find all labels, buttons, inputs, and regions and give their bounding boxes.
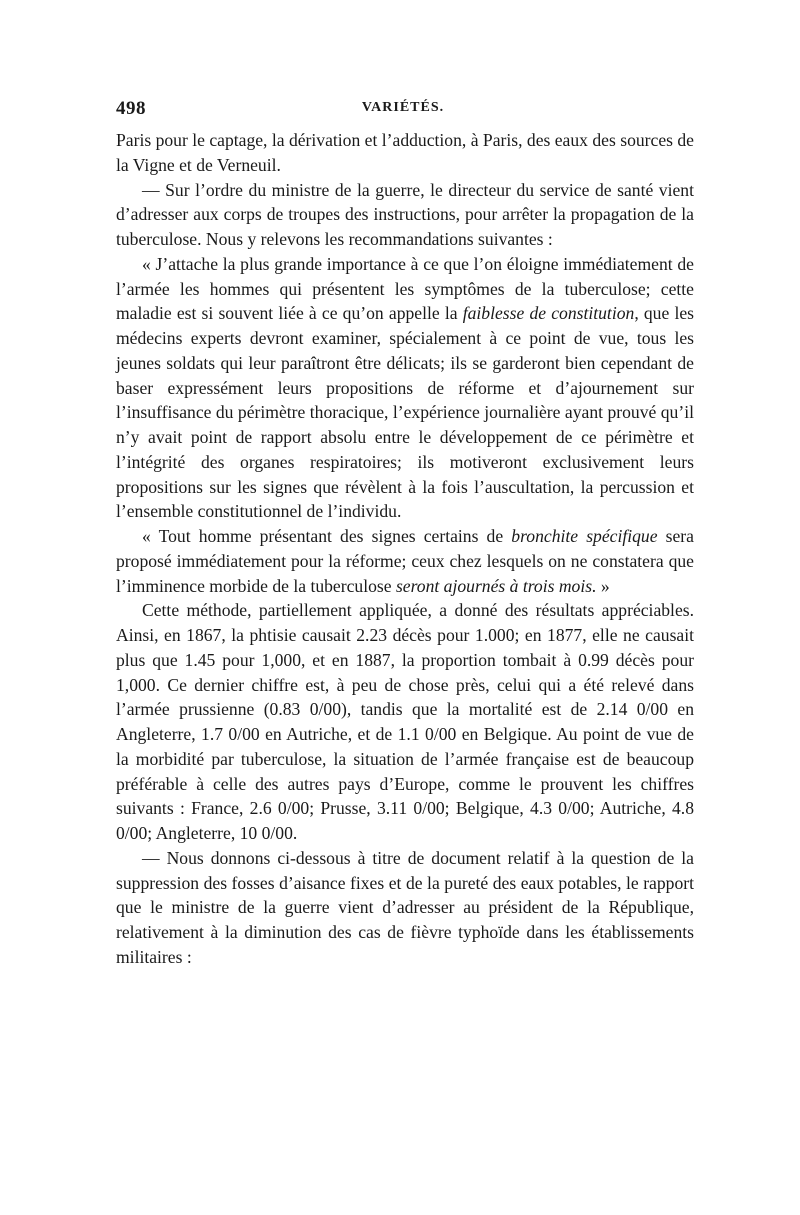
quote-emphasis: seront ajournés à trois mois. <box>395 575 597 596</box>
paragraph-results-statistics: Cette méthode, partiellement appliquée, a donné des résultats appréciables. Ainsi, en 1867, la phtisie causait 2.23 décès pour 1.000; en 1877, elle ne causait plus que 1.45 pour 1,000, et en 1887, la proportion tombait à 0.99 décès pour 1,000. Ce dernier chiffre est, à peu de chose près, celui qui a été relevé dans l’armée prussienne (0.83 0/00), tandis que la mortalité est de 2.14 0/00 en Angleterre, 1.7 0/00 en Autriche, et de 1.1 0/00 en Belgique. Au point de vue de la morbidité par tuberculose, la situation de l’armée française est de beaucoup préférable à celle des autres pays d’Europe, comme le prouvent les chiffres suivants : France, 2.6 0/00; Prusse, 3.11 0/00; Belgique, 4.3 0/00; Autriche, 4.8 0/00; Angleterre, 10 0/00. <box>116 600 694 843</box>
page-header <box>116 98 690 124</box>
paragraph-typhoid-report: — Nous donnons ci-dessous à titre de document relatif à la question de la suppression des fosses d’aisance fixes et de la pureté des eaux potables, le rapport que le ministre de la guerre vient d’adresser au président de la République, relativement à la diminution des cas de fièvre typhoïde dans les établissements militaires : <box>116 847 694 967</box>
quote-emphasis: bronchite spécifique <box>511 526 658 546</box>
quote-text: , que les médecins experts devront examiner, spécialement à ce point de vue, tous les jeunes soldats qui leur paraîtront être délicats; ils se garderont bien cependant de baser expressément leurs propositions de réforme et d’ajournement sur l’insuffisance du périmètre thoracique, l’expérience journalière ayant prouvé qu’il n’y avait point de rapport absolu entre le développement de ce périmètre et l’intégrité des organes respiratoires; ils motiveront exclusivement leurs propositions sur les signes que révèlent à la fois l’auscultation, la percussion et l’ensemble constitutionnel de l’individu. <box>116 303 694 522</box>
quote-text: sera proposé immédiatement pour la réforme; ceux chez lesquels on ne constatera que l’imminence morbide de la tuberculose <box>116 526 694 596</box>
quote-emphasis: faiblesse de constitution <box>462 303 635 324</box>
body-text <box>116 128 694 970</box>
paragraph-quote-bronchitis <box>116 524 694 598</box>
page-number: 498 <box>116 98 146 119</box>
paragraph-quote-director <box>116 252 694 524</box>
quote-text: « J’attache la plus grande importance à ce que l’on éloigne immédiatement de l’armée les hommes qui présentent les symptômes de la tuberculose; cette maladie est si souvent liée à ce qu’on appelle la <box>116 253 694 324</box>
running-title: VARIÉTÉS. <box>361 100 445 115</box>
paragraph-continuation: Paris pour le captage, la dérivation et l’adduction, à Paris, des eaux des sources de la Vigne et de Verneuil. <box>116 130 694 175</box>
quote-text: » <box>596 575 610 596</box>
quote-text: « Tout homme présentant des signes certains de <box>142 526 512 546</box>
paragraph-tuberculosis-instructions: — Sur l’ordre du ministre de la guerre, le directeur du service de santé vient d’adresser aux corps de troupes des instructions, pour arrêter la propagation de la tuberculose. Nous y relevons les recommandations suivantes : <box>116 179 694 249</box>
